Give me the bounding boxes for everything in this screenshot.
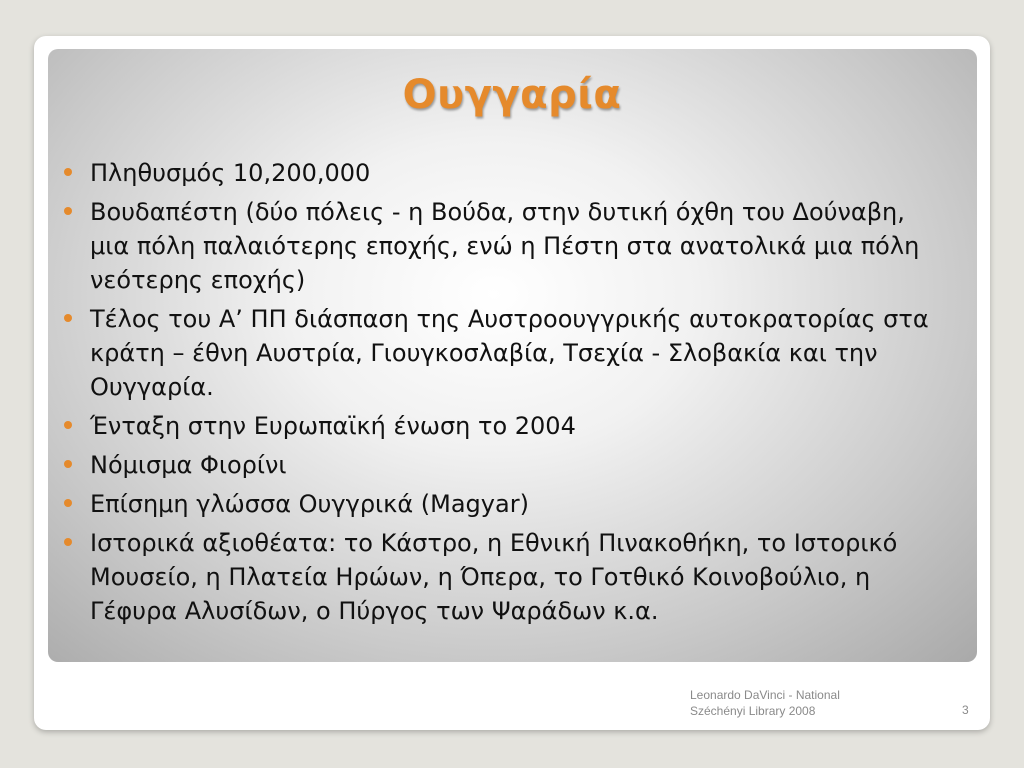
- bullet-item: [62, 195, 942, 297]
- bullet-text: Πληθυσμός 10,200,000: [90, 159, 371, 187]
- bullet-dot-icon: [64, 314, 72, 322]
- bullet-item: [62, 409, 942, 443]
- slide-title: Ουγγαρία: [402, 72, 622, 118]
- footer-source-line1: Leonardo DaVinci - National: [690, 688, 840, 702]
- footer-source: [690, 687, 900, 719]
- bullet-list: [62, 156, 942, 633]
- page-number: 3: [962, 703, 969, 717]
- bullet-text: Επίσημη γλώσσα Ουγγρικά (Magyar): [90, 490, 529, 518]
- bullet-dot-icon: [64, 421, 72, 429]
- bullet-item: [62, 156, 942, 190]
- bullet-item: [62, 302, 942, 404]
- bullet-dot-icon: [64, 207, 72, 215]
- bullet-dot-icon: [64, 460, 72, 468]
- bullet-text: Τέλος του Α’ ΠΠ διάσπαση της Αυστροουγγρικής αυτοκρατορίας στα κράτη – έθνη Αυστρία, Γιουγκοσλαβία, Τσεχία - Σλοβακία και την Ουγγαρία.: [90, 305, 929, 401]
- bullet-dot-icon: [64, 538, 72, 546]
- bullet-item: [62, 487, 942, 521]
- bullet-dot-icon: [64, 499, 72, 507]
- bullet-text: Βουδαπέστη (δύο πόλεις - η Βούδα, στην δυτική όχθη του Δούναβη, μια πόλη παλαιότερης εποχής, ενώ η Πέστη στα ανατολικά μια πόλη νεότερης εποχής): [90, 198, 920, 294]
- bullet-item: [62, 526, 942, 628]
- bullet-text: Ένταξη στην Ευρωπαϊκή ένωση το 2004: [90, 412, 576, 440]
- bullet-text: Νόμισμα Φιορίνι: [90, 451, 287, 479]
- bullet-text: Ιστορικά αξιοθέατα: το Κάστρο, η Εθνική Πινακοθήκη, το Ιστορικό Μουσείο, η Πλατεία Ηρώων, η Όπερα, το Γοτθικό Κοινοβούλιο, η Γέφυρα Αλυσίδων, ο Πύργος των Ψαράδων κ.α.: [90, 529, 898, 625]
- bullet-dot-icon: [64, 168, 72, 176]
- footer-source-line2: Széchényi Library 2008: [690, 704, 816, 718]
- bullet-item: [62, 448, 942, 482]
